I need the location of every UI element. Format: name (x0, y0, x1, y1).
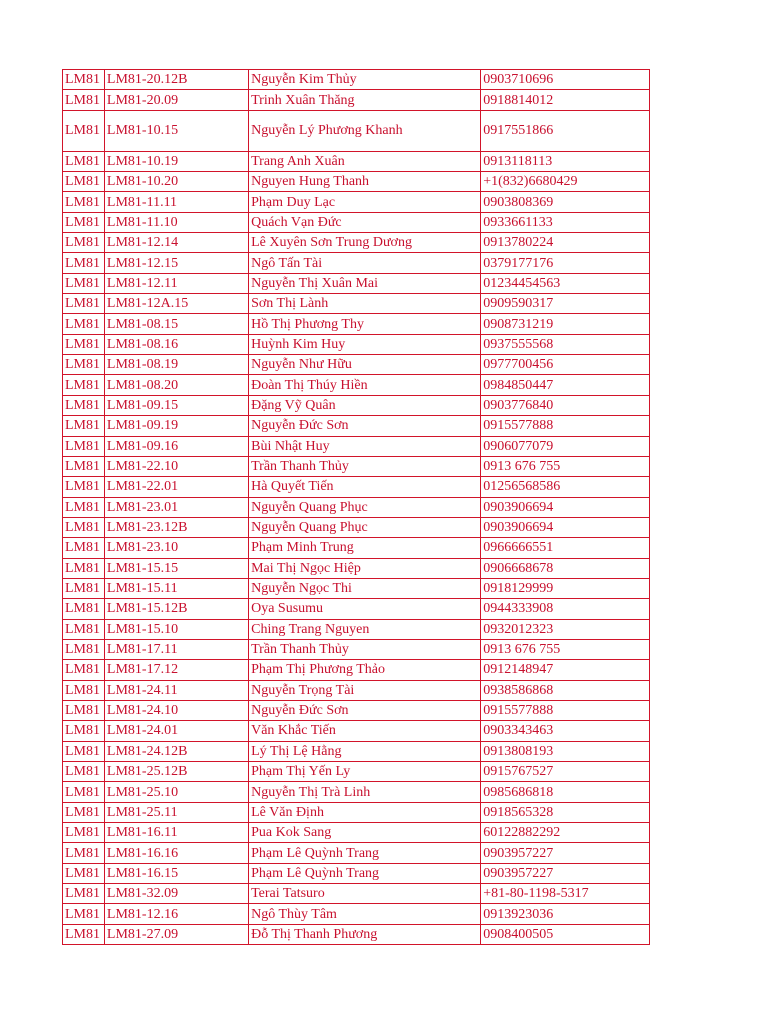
name-cell: Nguyễn Trọng Tài (249, 680, 481, 700)
project-cell: LM81 (63, 517, 105, 537)
table-row (63, 314, 650, 334)
table-row (63, 273, 650, 293)
phone-cell: 0903906694 (481, 497, 650, 517)
phone-cell: 0903957227 (481, 843, 650, 863)
phone-cell: 0913 676 755 (481, 639, 650, 659)
name-cell: Quách Vạn Đức (249, 212, 481, 232)
unit-cell: LM81-16.15 (104, 863, 248, 883)
name-cell: Nguyễn Kim Thủy (249, 70, 481, 90)
project-cell: LM81 (63, 619, 105, 639)
name-cell: Sơn Thị Lành (249, 294, 481, 314)
phone-cell: 0912148947 (481, 660, 650, 680)
project-cell: LM81 (63, 294, 105, 314)
phone-cell: 01234454563 (481, 273, 650, 293)
project-cell: LM81 (63, 884, 105, 904)
unit-cell: LM81-09.19 (104, 416, 248, 436)
project-cell: LM81 (63, 70, 105, 90)
unit-cell: LM81-15.15 (104, 558, 248, 578)
unit-cell: LM81-09.15 (104, 395, 248, 415)
table-row (63, 395, 650, 415)
unit-cell: LM81-08.16 (104, 334, 248, 354)
phone-cell: 0903906694 (481, 517, 650, 537)
unit-cell: LM81-16.11 (104, 823, 248, 843)
name-cell: Phạm Lê Quỳnh Trang (249, 843, 481, 863)
table-row (63, 619, 650, 639)
unit-cell: LM81-23.12B (104, 517, 248, 537)
name-cell: Lý Thị Lệ Hằng (249, 741, 481, 761)
project-cell: LM81 (63, 578, 105, 598)
owner-table (62, 69, 650, 945)
phone-cell: 0903776840 (481, 395, 650, 415)
table-row (63, 639, 650, 659)
unit-cell: LM81-24.12B (104, 741, 248, 761)
table-row (63, 863, 650, 883)
phone-cell: 0903343463 (481, 721, 650, 741)
table-row (63, 110, 650, 151)
table-row (63, 294, 650, 314)
phone-cell: 0932012323 (481, 619, 650, 639)
name-cell: Phạm Thị Phương Thảo (249, 660, 481, 680)
project-cell: LM81 (63, 456, 105, 476)
name-cell: Nguyễn Đức Sơn (249, 416, 481, 436)
project-cell: LM81 (63, 497, 105, 517)
table-row (63, 90, 650, 110)
unit-cell: LM81-20.09 (104, 90, 248, 110)
phone-cell: 0379177176 (481, 253, 650, 273)
phone-cell: 0913780224 (481, 233, 650, 253)
name-cell: Nguyễn Quang Phục (249, 497, 481, 517)
name-cell: Mai Thị Ngọc Hiệp (249, 558, 481, 578)
name-cell: Phạm Minh Trung (249, 538, 481, 558)
unit-cell: LM81-25.10 (104, 782, 248, 802)
unit-cell: LM81-22.10 (104, 456, 248, 476)
name-cell: Phạm Thị Yến Ly (249, 762, 481, 782)
table-row (63, 212, 650, 232)
table-row (63, 660, 650, 680)
phone-cell: 0944333908 (481, 599, 650, 619)
name-cell: Ching Trang Nguyen (249, 619, 481, 639)
unit-cell: LM81-11.11 (104, 192, 248, 212)
name-cell: Huỳnh Kim Huy (249, 334, 481, 354)
unit-cell: LM81-24.10 (104, 700, 248, 720)
table-row (63, 70, 650, 90)
project-cell: LM81 (63, 477, 105, 497)
project-cell: LM81 (63, 660, 105, 680)
project-cell: LM81 (63, 273, 105, 293)
phone-cell: 60122882292 (481, 823, 650, 843)
name-cell: Đoàn Thị Thúy Hiền (249, 375, 481, 395)
project-cell: LM81 (63, 416, 105, 436)
unit-cell: LM81-32.09 (104, 884, 248, 904)
unit-cell: LM81-27.09 (104, 924, 248, 944)
project-cell: LM81 (63, 110, 105, 151)
phone-cell: +81-80-1198-5317 (481, 884, 650, 904)
table-row (63, 558, 650, 578)
unit-cell: LM81-16.16 (104, 843, 248, 863)
name-cell: Nguyễn Thị Trà Linh (249, 782, 481, 802)
phone-cell: 0913808193 (481, 741, 650, 761)
project-cell: LM81 (63, 192, 105, 212)
table-row (63, 334, 650, 354)
project-cell: LM81 (63, 253, 105, 273)
phone-cell: 0903957227 (481, 863, 650, 883)
unit-cell: LM81-08.20 (104, 375, 248, 395)
table-row (63, 924, 650, 944)
phone-cell: 0966666551 (481, 538, 650, 558)
unit-cell: LM81-11.10 (104, 212, 248, 232)
name-cell: Hồ Thị Phương Thy (249, 314, 481, 334)
project-cell: LM81 (63, 700, 105, 720)
name-cell: Terai Tatsuro (249, 884, 481, 904)
phone-cell: 0933661133 (481, 212, 650, 232)
unit-cell: LM81-23.10 (104, 538, 248, 558)
table-row (63, 782, 650, 802)
unit-cell: LM81-20.12B (104, 70, 248, 90)
table-row (63, 680, 650, 700)
unit-cell: LM81-15.10 (104, 619, 248, 639)
unit-cell: LM81-22.01 (104, 477, 248, 497)
name-cell: Oya Susumu (249, 599, 481, 619)
phone-cell: 0906668678 (481, 558, 650, 578)
name-cell: Văn Khắc Tiến (249, 721, 481, 741)
project-cell: LM81 (63, 802, 105, 822)
name-cell: Đặng Vỹ Quân (249, 395, 481, 415)
phone-cell: 0903710696 (481, 70, 650, 90)
table-row (63, 192, 650, 212)
name-cell: Trang Anh Xuân (249, 151, 481, 171)
table-row (63, 904, 650, 924)
name-cell: Ngô Thùy Tâm (249, 904, 481, 924)
phone-cell: 0913923036 (481, 904, 650, 924)
project-cell: LM81 (63, 782, 105, 802)
name-cell: Nguyễn Quang Phục (249, 517, 481, 537)
unit-cell: LM81-25.12B (104, 762, 248, 782)
project-cell: LM81 (63, 212, 105, 232)
project-cell: LM81 (63, 762, 105, 782)
phone-cell: 0903808369 (481, 192, 650, 212)
unit-cell: LM81-12.14 (104, 233, 248, 253)
table-row (63, 456, 650, 476)
unit-cell: LM81-24.01 (104, 721, 248, 741)
project-cell: LM81 (63, 599, 105, 619)
table-row (63, 578, 650, 598)
table-row (63, 253, 650, 273)
table-row (63, 497, 650, 517)
project-cell: LM81 (63, 538, 105, 558)
table-row (63, 355, 650, 375)
table-row (63, 375, 650, 395)
unit-cell: LM81-10.15 (104, 110, 248, 151)
phone-cell: 0918565328 (481, 802, 650, 822)
table-row (63, 151, 650, 171)
table-row (63, 823, 650, 843)
phone-cell: +1(832)6680429 (481, 172, 650, 192)
name-cell: Lê Xuyên Sơn Trung Dương (249, 233, 481, 253)
name-cell: Nguyễn Ngọc Thi (249, 578, 481, 598)
unit-cell: LM81-25.11 (104, 802, 248, 822)
name-cell: Nguyen Hung Thanh (249, 172, 481, 192)
phone-cell: 0938586868 (481, 680, 650, 700)
phone-cell: 0906077079 (481, 436, 650, 456)
table-row (63, 802, 650, 822)
name-cell: Bùi Nhật Huy (249, 436, 481, 456)
project-cell: LM81 (63, 395, 105, 415)
table-row (63, 436, 650, 456)
project-cell: LM81 (63, 924, 105, 944)
phone-cell: 0915577888 (481, 416, 650, 436)
project-cell: LM81 (63, 843, 105, 863)
project-cell: LM81 (63, 558, 105, 578)
unit-cell: LM81-12.16 (104, 904, 248, 924)
project-cell: LM81 (63, 721, 105, 741)
unit-cell: LM81-09.16 (104, 436, 248, 456)
phone-cell: 0913 676 755 (481, 456, 650, 476)
table-row (63, 843, 650, 863)
phone-cell: 0985686818 (481, 782, 650, 802)
phone-cell: 0913118113 (481, 151, 650, 171)
table-row (63, 599, 650, 619)
table-row (63, 517, 650, 537)
phone-cell: 01256568586 (481, 477, 650, 497)
table-row (63, 172, 650, 192)
table-row (63, 741, 650, 761)
table-row (63, 762, 650, 782)
project-cell: LM81 (63, 823, 105, 843)
project-cell: LM81 (63, 680, 105, 700)
project-cell: LM81 (63, 90, 105, 110)
unit-cell: LM81-15.11 (104, 578, 248, 598)
name-cell: Trinh Xuân Thăng (249, 90, 481, 110)
project-cell: LM81 (63, 233, 105, 253)
unit-cell: LM81-17.12 (104, 660, 248, 680)
project-cell: LM81 (63, 314, 105, 334)
project-cell: LM81 (63, 375, 105, 395)
phone-cell: 0937555568 (481, 334, 650, 354)
unit-cell: LM81-23.01 (104, 497, 248, 517)
name-cell: Trần Thanh Thủy (249, 456, 481, 476)
name-cell: Nguyễn Thị Xuân Mai (249, 273, 481, 293)
table-row (63, 538, 650, 558)
table-row (63, 721, 650, 741)
name-cell: Nguyễn Lý Phương Khanh (249, 110, 481, 151)
project-cell: LM81 (63, 151, 105, 171)
table-row (63, 477, 650, 497)
name-cell: Phạm Lê Quỳnh Trang (249, 863, 481, 883)
phone-cell: 0918129999 (481, 578, 650, 598)
name-cell: Ngô Tấn Tài (249, 253, 481, 273)
phone-cell: 0915767527 (481, 762, 650, 782)
phone-cell: 0915577888 (481, 700, 650, 720)
unit-cell: LM81-17.11 (104, 639, 248, 659)
project-cell: LM81 (63, 436, 105, 456)
table-body (63, 70, 650, 945)
project-cell: LM81 (63, 741, 105, 761)
name-cell: Nguyễn Đức Sơn (249, 700, 481, 720)
unit-cell: LM81-15.12B (104, 599, 248, 619)
phone-cell: 0918814012 (481, 90, 650, 110)
name-cell: Trần Thanh Thủy (249, 639, 481, 659)
project-cell: LM81 (63, 904, 105, 924)
project-cell: LM81 (63, 355, 105, 375)
unit-cell: LM81-12.11 (104, 273, 248, 293)
name-cell: Hà Quyết Tiến (249, 477, 481, 497)
unit-cell: LM81-10.19 (104, 151, 248, 171)
unit-cell: LM81-08.15 (104, 314, 248, 334)
name-cell: Phạm Duy Lạc (249, 192, 481, 212)
unit-cell: LM81-08.19 (104, 355, 248, 375)
name-cell: Nguyễn Như Hữu (249, 355, 481, 375)
table-row (63, 884, 650, 904)
project-cell: LM81 (63, 863, 105, 883)
phone-cell: 0977700456 (481, 355, 650, 375)
project-cell: LM81 (63, 334, 105, 354)
unit-cell: LM81-12.15 (104, 253, 248, 273)
phone-cell: 0908400505 (481, 924, 650, 944)
project-cell: LM81 (63, 639, 105, 659)
unit-cell: LM81-12A.15 (104, 294, 248, 314)
unit-cell: LM81-24.11 (104, 680, 248, 700)
phone-cell: 0908731219 (481, 314, 650, 334)
name-cell: Lê Văn Định (249, 802, 481, 822)
table-row (63, 233, 650, 253)
table-row (63, 700, 650, 720)
unit-cell: LM81-10.20 (104, 172, 248, 192)
name-cell: Pua Kok Sang (249, 823, 481, 843)
name-cell: Đỗ Thị Thanh Phương (249, 924, 481, 944)
phone-cell: 0909590317 (481, 294, 650, 314)
table-row (63, 416, 650, 436)
phone-cell: 0984850447 (481, 375, 650, 395)
project-cell: LM81 (63, 172, 105, 192)
phone-cell: 0917551866 (481, 110, 650, 151)
